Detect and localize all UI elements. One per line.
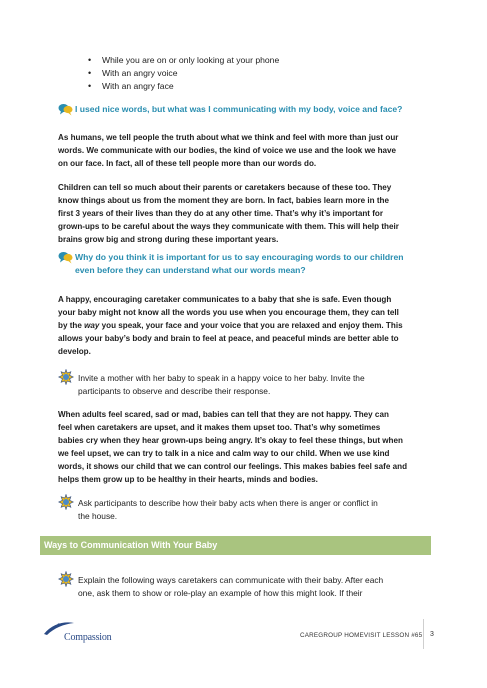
speech-bubbles-icon [58, 103, 73, 116]
paragraph-line: know things about us from the moment they are born. In fact, babies learn more in the [58, 196, 389, 205]
speech-bubbles-icon [58, 251, 73, 264]
activity-2 [58, 497, 430, 523]
bullet-list [88, 54, 279, 93]
paragraph-line: feel when caretakers are upset, and it makes them upset too. That’s why sometimes [58, 423, 381, 432]
paragraph-line: words. We communicate with our bodies, the kind of voice we use and the look we have [58, 146, 397, 155]
question-2-line-1: Why do you think it is important for us to say encouraging words to our children [75, 252, 404, 262]
activity-line: Explain the following ways caretakers can communicate with their baby. After each [78, 575, 384, 585]
activity-1 [58, 372, 430, 398]
paragraph-line: we feel upset, we can try to talk in a nice and calm way to our child. When we use kind [58, 449, 390, 458]
question-1-text: I used nice words, but what was I communicating with my body, voice and face? [75, 104, 403, 114]
footer-divider [423, 619, 424, 649]
page-number: 3 [430, 631, 434, 638]
activity-line: Ask participants to describe how their baby acts when there is anger or conflict in [78, 498, 378, 508]
text-run: you speak, your face and your voice that you are relaxed and enjoy them. This [99, 321, 403, 330]
paragraph-line: develop. [58, 347, 91, 356]
footer-lesson-label: CAREGROUP HOMEVISIT LESSON #65 [300, 632, 423, 639]
bullet-item: • With an angry face [88, 80, 279, 93]
activity-line: the house. [78, 511, 118, 521]
sun-icon [58, 369, 74, 385]
text-run: by the [58, 321, 85, 330]
paragraph-line: words, it shows our child that we can control our feelings. This makes babies feel safe and [58, 462, 408, 471]
paragraph-line: first 3 years of their lives than they do at any other time. That’s why it’s important for [58, 209, 384, 218]
compassion-logo [42, 620, 132, 648]
bullet-item: • With an angry voice [88, 67, 279, 80]
paragraph-line: As humans, we tell people the truth about what we think and feel with more than just our [58, 133, 399, 142]
paragraph-line: Children can tell so much about their parents or caretakers because of these too. They [58, 183, 392, 192]
activity-3 [58, 574, 430, 600]
paragraph-line: babies cry when they hear grown-ups being angry. It’s okay to feel these things, but when [58, 436, 403, 445]
paragraph-line: on our face. In fact, all of these tell people more than our words do. [58, 159, 317, 168]
sun-icon [58, 571, 74, 587]
logo-wordmark: Compassion [64, 632, 112, 643]
section-heading-banner [40, 536, 431, 555]
paragraph-line: When adults feel scared, sad or mad, babies can tell that they are not happy. They can [58, 410, 389, 419]
activity-line: Invite a mother with her baby to speak in a happy voice to her baby. Invite the [78, 373, 365, 383]
activity-line: participants to observe and describe their response. [78, 386, 271, 396]
activity-line: one, ask them to show or role-play an example of how this might look. If their [78, 588, 363, 598]
paragraph-line: helps them grow up to be healthy in their hearts, minds and bodies. [58, 475, 318, 484]
paragraph-line: brains grow big and strong during these important years. [58, 235, 279, 244]
emphasized-word: way [84, 321, 100, 330]
bullet-item: • While you are on or only looking at your phone [88, 54, 279, 67]
paragraph-4 [58, 408, 430, 486]
paragraph-line: grown-ups to be careful about the ways they communicate with them. This will help their [58, 222, 399, 231]
paragraph-3 [58, 293, 430, 358]
paragraph-line: allows your baby’s body and brain to feel at peace, and peaceful minds are better able to [58, 334, 399, 343]
question-2 [58, 251, 404, 277]
sun-icon [58, 494, 74, 510]
paragraph-line: your baby might not know all the words you use when you encourage them, they can tell [58, 308, 399, 317]
paragraph-1 [58, 131, 430, 170]
paragraph-2 [58, 181, 430, 246]
section-heading: Ways to Communication With Your Baby [44, 540, 218, 550]
question-1 [58, 103, 402, 116]
paragraph-line: A happy, encouraging caretaker communicates to a baby that she is safe. Even though [58, 295, 392, 304]
paragraph-line [58, 319, 430, 332]
question-2-line-2: even before they can understand what our words mean? [75, 265, 306, 275]
